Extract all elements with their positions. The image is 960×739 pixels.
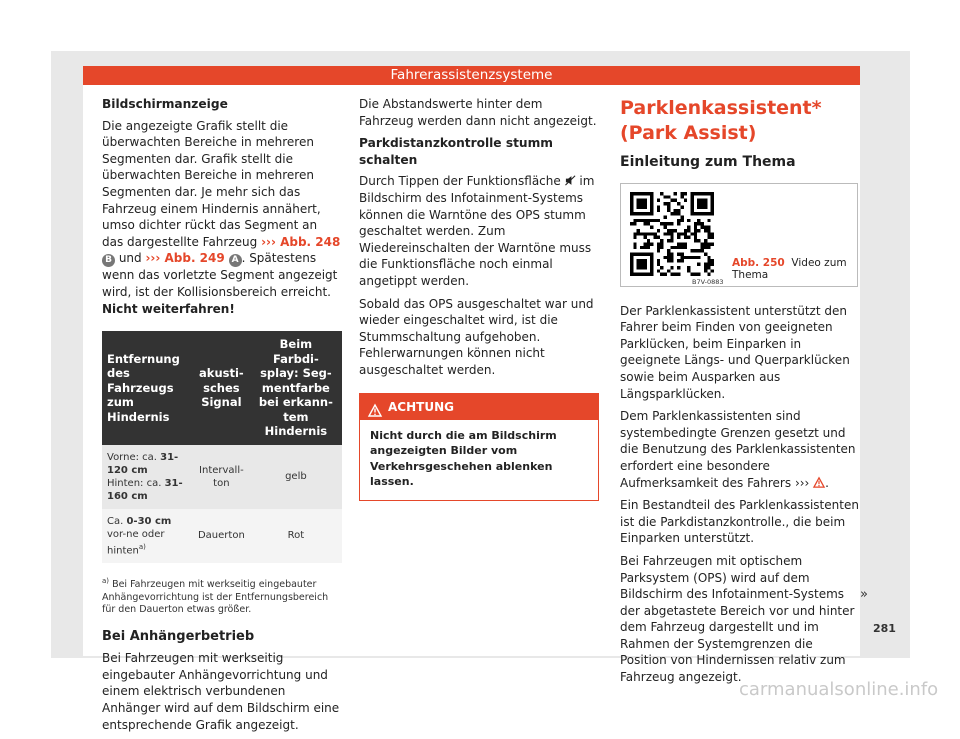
chapter-header: Fahrerassistenzsysteme xyxy=(83,66,860,85)
table-header: Beim Farbdi-splay: Seg-mentfarbe bei erkann-tem Hindernis xyxy=(250,331,342,445)
paragraph: Sobald das OPS ausgeschaltet war und wieder eingeschaltet wird, ist die Stummschaltung aufgehoben. Fehlerwarnungen können nicht ausgeschaltet werden. xyxy=(359,296,594,377)
paragraph: Der Parklenkassistent unterstützt den Fahrer beim Finden von geeigneten Parklücken, beim Einparken in geeignete Längs- und Querparklücken sowie beim Ausparken aus Längsparklücken. xyxy=(620,303,850,401)
section-title: Parklenkassistent* (Park Assist) xyxy=(620,97,822,144)
continue-marker: » xyxy=(860,587,868,602)
table-row xyxy=(102,445,342,509)
figure-link[interactable]: ››› Abb. 249 xyxy=(145,251,225,266)
warning-triangle-icon xyxy=(368,400,382,426)
table-cell: Ca. 0-30 cm vor-ne oder hinten$^{a)}$ xyxy=(102,509,193,563)
warning-text: Nicht durch die am Bildschirm angezeigten Bilder vom Verkehrsgeschehen ablenken lassen. xyxy=(370,428,557,488)
callout-badge: A xyxy=(229,254,242,267)
section-heading: Bildschirmanzeige xyxy=(102,97,228,111)
figure-caption: Abb. 250 Video zum Thema xyxy=(732,256,847,282)
paragraph: Die Abstandswerte hinter dem Fahrzeug werden dann nicht angezeigt. xyxy=(359,97,597,128)
section-heading: Parkdistanzkontrolle stumm schalten xyxy=(359,136,553,167)
watermark: carmanualsonline.info xyxy=(739,679,939,700)
section-heading: Bei Anhängerbetrieb xyxy=(102,628,255,644)
warning-title: ACHTUNG xyxy=(388,399,454,414)
qr-code-icon[interactable] xyxy=(630,192,714,281)
warning-box xyxy=(359,393,599,501)
table-header: Entfernung des Fahrzeugs zum Hindernis xyxy=(102,331,193,445)
warning-header xyxy=(360,394,598,420)
table-cell: Dauerton xyxy=(193,509,250,563)
page-number: 281 xyxy=(873,622,896,635)
paragraph: Bei Fahrzeugen mit optischem Parksystem (OPS) wird auf dem Bildschirm des Infotainment-Systems der abgetastete Bereich vor und hinter dem Fahrzeug dargestellt und im Rahmen der Systemgrenzen die Position von Hindernissen relativ zum Fahrzeug angezeigt. xyxy=(620,553,855,685)
table-row xyxy=(102,509,342,563)
paragraph: Bei Fahrzeugen mit werkseitig eingebauter Anhängevorrichtung und einem elektrisch verbundenen Anhänger wird auf dem Bildschirm eine entsprechende Grafik angezeigt. xyxy=(102,651,340,732)
column-middle xyxy=(359,96,599,501)
figure-box xyxy=(620,183,858,287)
paragraph: Ein Bestandteil des Parklenkassistenten ist die Parkdistanzkontrolle., die beim Einparken unterstützt. xyxy=(620,498,859,546)
paragraph: Durch Tippen der Funktionsfläche im Bildschirm des Infotainment-Systems können die Warntöne des OPS stumm geschaltet werden. Zum Wiedereinschalten der Warntöne muss die Funktionsfläche noch einmal angetippt werden. xyxy=(359,174,595,288)
figure-link[interactable]: ››› Abb. 248 xyxy=(261,234,341,249)
paragraph: Dem Parklenkassistenten sind systembedingte Grenzen gesetzt und die Benutzung des Parklenkassistenten erfordert eine besondere Aufmerksamkeit des Fahrers ››› . xyxy=(620,409,856,490)
column-left xyxy=(102,96,342,739)
subsection-title: Einleitung zum Thema xyxy=(620,154,796,170)
warning-triangle-icon xyxy=(813,476,825,490)
table-cell: Intervall-ton xyxy=(193,445,250,509)
table-cell: Vorne: ca. 31-120 cm Hinten: ca. 31-160 cm xyxy=(102,445,193,509)
table-cell: gelb xyxy=(250,445,342,509)
distance-table xyxy=(102,331,342,563)
callout-badge: B xyxy=(102,254,115,267)
footnote: $^{a)}$ Bei Fahrzeugen mit werkseitig eingebauter Anhängevorrichtung ist der Entfernungsbereich für den Dauerton etwas größer. xyxy=(102,576,329,616)
paragraph: Die angezeigte Grafik stellt die überwachten Bereiche in mehreren Segmenten dar. Grafik stellt die überwachten Bereiche in mehreren Segmenten dar. Je mehr sich das Fahrzeug einem Hindernis annähert, umso dichter rückt das Segment an das dargestellte Fahrzeug ››› Abb. 248 B und ››› Abb. 249 A . Spätestens wenn das vorletzte Segment angezeigt wird, ist der Kollisionsbereich erreicht. Nicht weiterfahren! xyxy=(102,118,341,316)
table-cell: Rot xyxy=(250,509,342,563)
column-right xyxy=(620,96,860,692)
figure-code: B7V-0883 xyxy=(692,277,724,286)
table-header: akusti-sches Signal xyxy=(193,331,250,445)
mute-icon xyxy=(565,174,576,188)
